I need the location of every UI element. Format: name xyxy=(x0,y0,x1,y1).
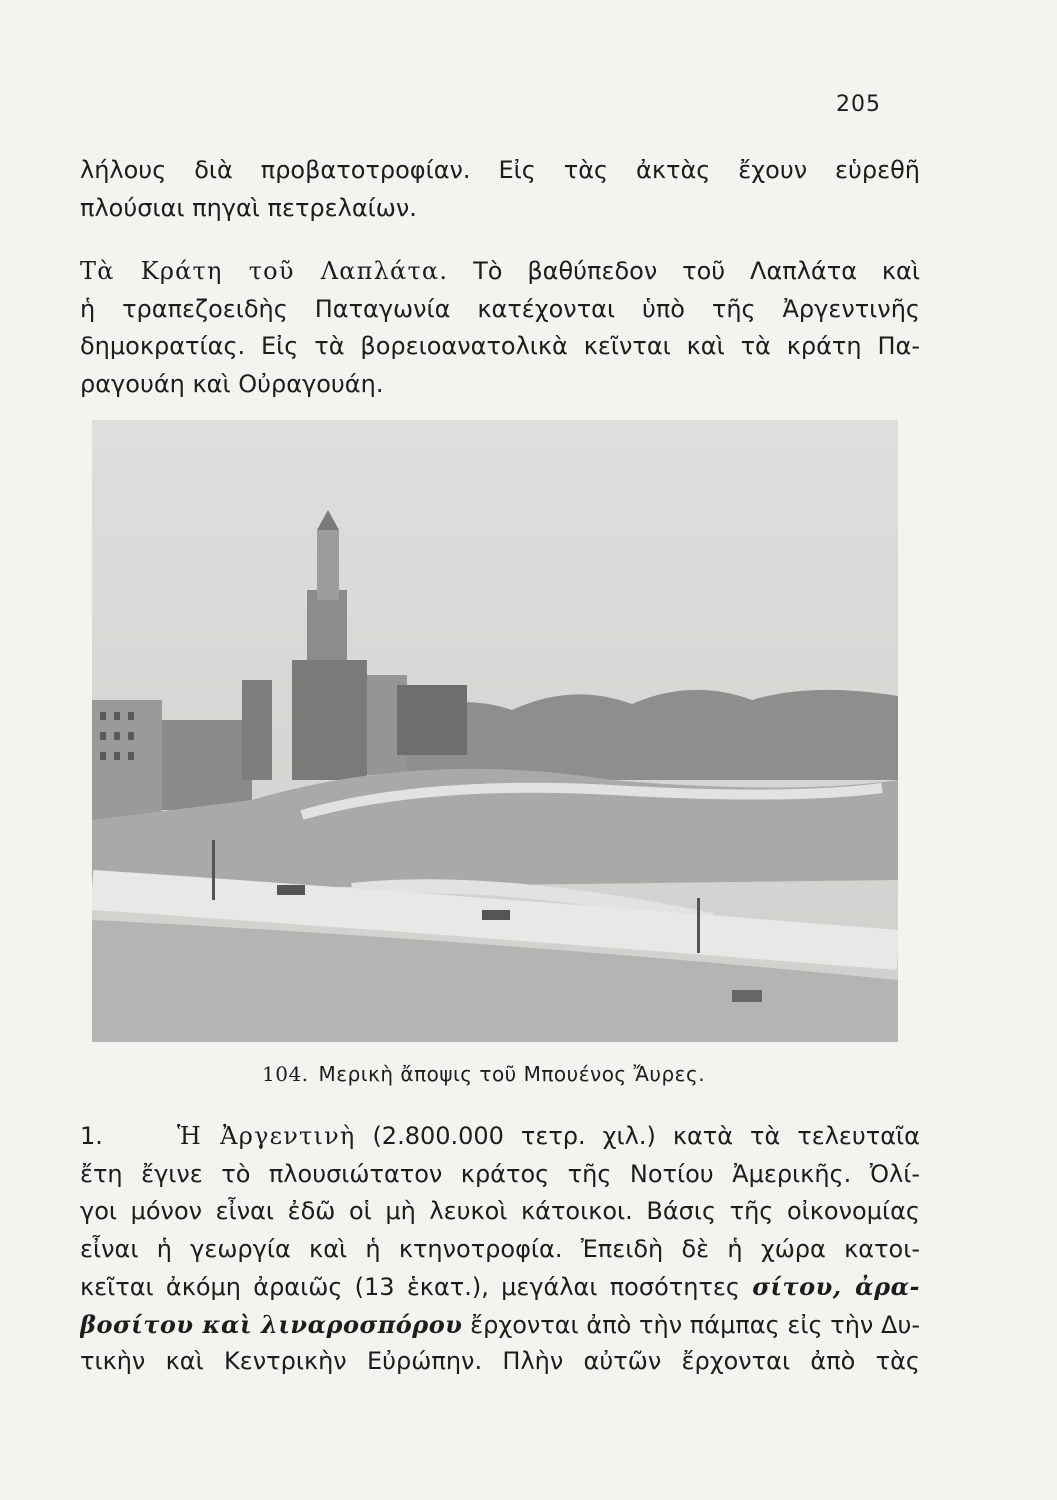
paragraph-text: Τὸ βαθύπεδον τοῦ Λαπλάτα καὶ xyxy=(473,257,920,285)
page-number: 205 xyxy=(836,92,881,117)
paragraph-line: γοι μόνον εἶναι ἐδῶ οἱ μὴ λευκοὶ κάτοικοι. Βάσις τῆς οἰκονομίας xyxy=(80,1197,920,1225)
paragraph-line: ἔτη ἔγινε τὸ πλουσιώτατον κράτος τῆς Νοτίου Ἀμερικῆς. Ὀλί- xyxy=(80,1159,920,1188)
paragraph-line: ἡ τραπεζοειδὴς Παταγωνία κατέχονται ὑπὸ τῆς Ἀργεντινῆς xyxy=(80,294,920,323)
paragraph-line xyxy=(80,1268,920,1306)
paragraph-line: λήλους διὰ προβατοτροφίαν. Εἰς τὰς ἀκτὰς ἔχουν εὑρεθῆ xyxy=(80,156,920,184)
caption-text: Μερικὴ ἄποψις τοῦ Μπουένος Ἄυρες. xyxy=(318,1062,706,1086)
paragraph-line: τικὴν καὶ Κεντρικὴν Εὐρώπην. Πλὴν αὐτῶν ἔρχονται ἀπὸ τὰς xyxy=(80,1347,920,1375)
city-photo xyxy=(92,420,898,1042)
paragraph-line: ραγουάη καὶ Οὐραγουάη. xyxy=(80,369,384,398)
paragraph-line: δημοκρατίας. Εἰς τὰ βορειοανατολικὰ κεῖνται καὶ τὰ κράτη Πα- xyxy=(80,332,920,360)
emphasized-text: βοσίτου καὶ λιναροσπόρου xyxy=(80,1309,463,1339)
section-heading: Ἡ Ἀργεντινὴ xyxy=(176,1122,356,1150)
paragraph-text: ἔρχονται ἀπὸ τὴν πάμπας εἰς τὴν Δυ- xyxy=(470,1310,920,1339)
figure-number: 104. xyxy=(262,1062,309,1086)
figure-caption xyxy=(262,1062,705,1086)
buenos-aires-photo-illustration xyxy=(92,420,898,1042)
paragraph-line: πλούσιαι πηγαὶ πετρελαίων. xyxy=(80,193,417,222)
emphasized-text: σίτου, ἀρα- xyxy=(752,1272,920,1301)
section-heading: Τὰ Κράτη τοῦ Λαπλάτα. xyxy=(80,257,449,285)
item-number: 1. xyxy=(80,1122,103,1150)
paragraph-line xyxy=(80,1118,920,1156)
paragraph-line xyxy=(80,253,920,291)
paragraph-2 xyxy=(80,253,920,403)
paragraph-text: κεῖται ἀκόμη ἀραιῶς (13 ἑκατ.), μεγάλαι ποσότητες xyxy=(80,1273,740,1301)
paragraph-text: (2.800.000 τετρ. χιλ.) κατὰ τὰ τελευταῖα xyxy=(372,1122,920,1150)
paragraph-line: εἶναι ἡ γεωργία καὶ ἡ κτηνοτροφία. Ἐπειδὴ δὲ ἡ χώρα κατοι- xyxy=(80,1234,920,1263)
paragraph-1 xyxy=(80,152,920,227)
paragraph-line xyxy=(80,1306,920,1344)
paragraph-3 xyxy=(80,1118,920,1381)
